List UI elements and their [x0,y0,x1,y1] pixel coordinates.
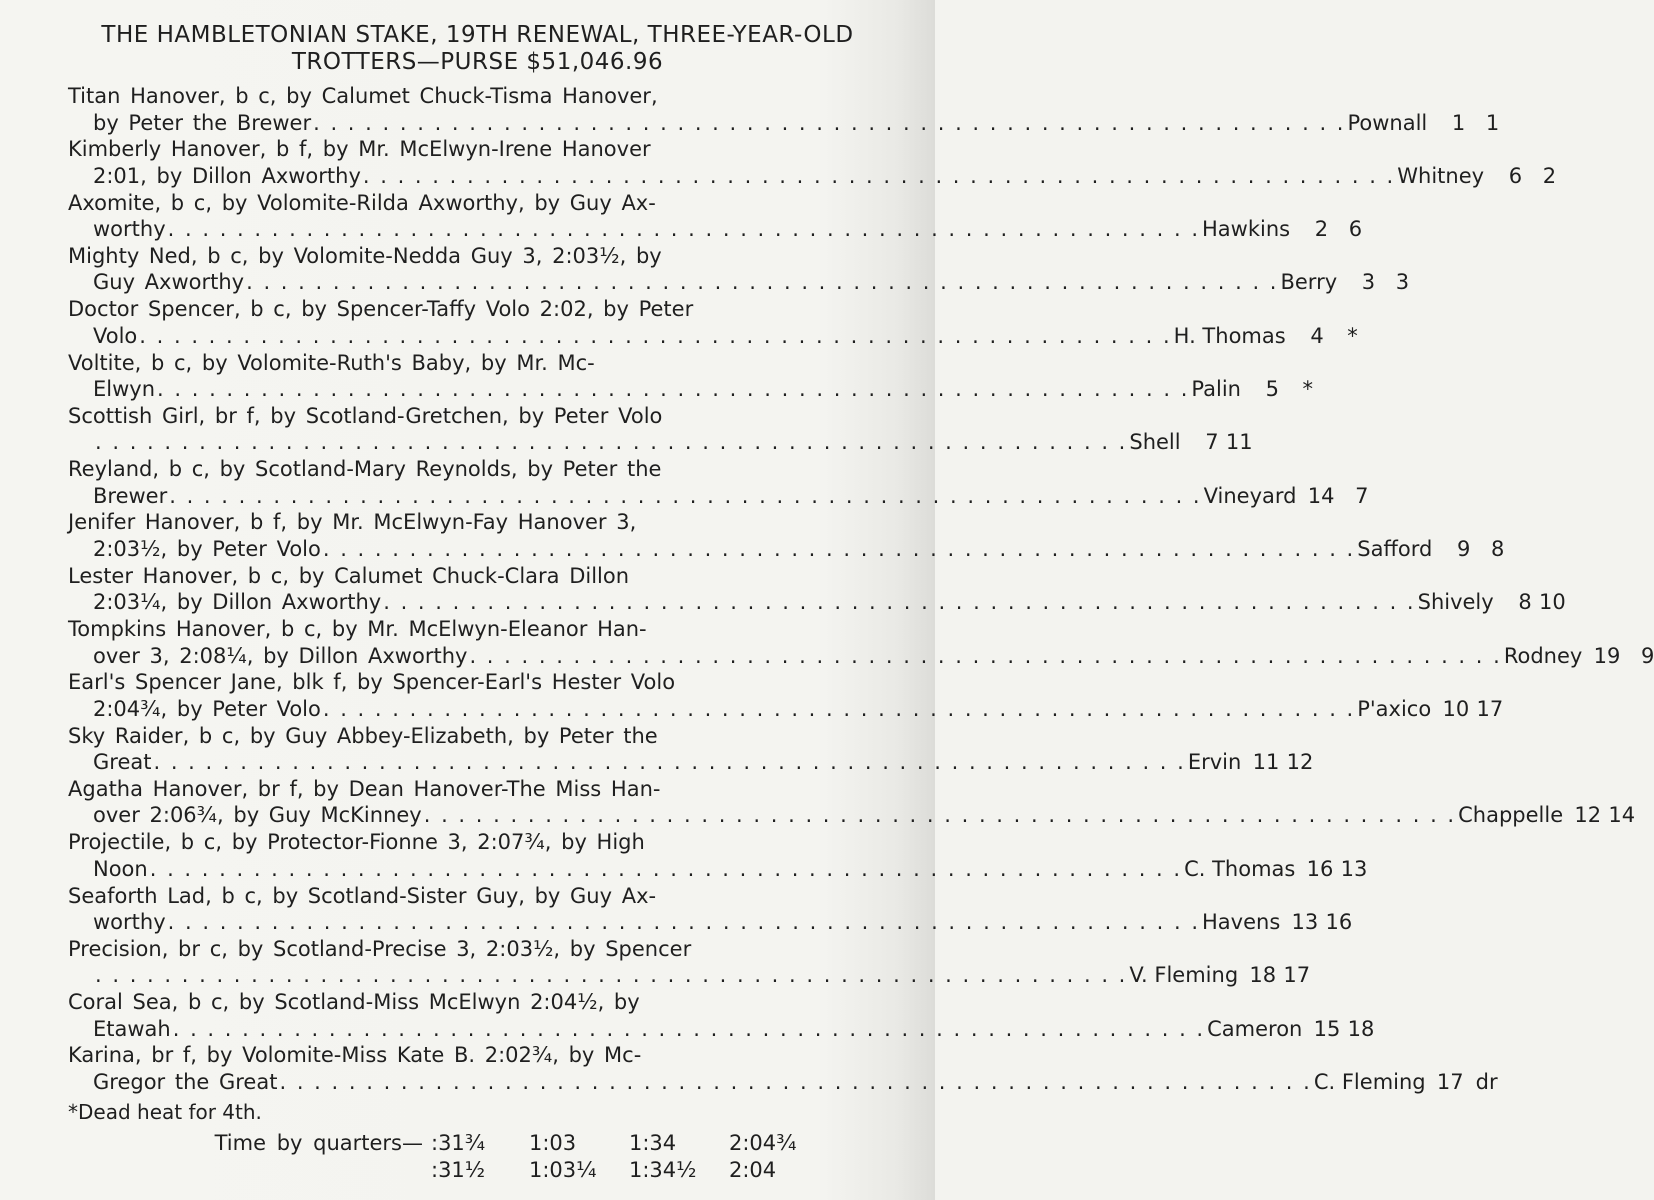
horse-pedigree-line: Projectile, b c, by Protector-Fionne 3, 2:07¾, by High [68,830,645,855]
result-entry [68,989,1375,1042]
result-detail-line [68,376,1313,403]
horse-pedigree-line: Earl's Spencer Jane, blk f, by Spencer-Earl's Hester Volo [68,670,676,695]
pedigree-continuation: 2:03½, by Peter Volo [93,536,321,561]
dot-leader: . . . . . . . . . . . . . . . . . . . . . . . . . . . . . . . . . . . . . . . . . . . . . . . . . . . . . . . . . . . . [423,803,1457,828]
heat-2-finish: 3 [1395,270,1410,295]
horse-pedigree-line: Lester Hanover, b c, by Calumet Chuck-Clara Dillon [68,563,630,588]
heat-2-finish: 18 [1347,1016,1375,1041]
heat-2-finish: 7 [1355,483,1369,508]
driver-name: Chappelle [1458,803,1564,828]
pedigree-continuation: 2:03¼, by Dillon Axworthy [93,590,382,615]
horse-pedigree-line: Reyland, b c, by Scotland-Mary Reynolds, by Peter the [68,457,662,482]
result-entry [68,350,1313,403]
pedigree-continuation: worthy [93,217,166,242]
driver-name: Safford [1357,536,1433,561]
result-detail-line [68,163,1557,190]
driver-name: Havens [1202,910,1281,934]
dot-leader: . . . . . . . . . . . . . . . . . . . . . . . . . . . . . . . . . . . . . . . . . . . . . . . . . . . . . . . . . . . . [167,910,1201,934]
horse-pedigree-line: Jenifer Hanover, b f, by Mr. McElwyn-Fay Hanover 3, [68,510,637,535]
result-entry [68,509,1505,562]
horse-pedigree-line: Coral Sea, b c, by Scotland-Miss McElwyn 2:04½, by [68,990,640,1015]
result-entry [68,723,1314,776]
driver-name: Vineyard [1203,483,1297,508]
result-entry [68,136,1557,189]
pedigree-continuation: Great [93,750,152,775]
heat-1-finish: 6 [1508,163,1523,188]
driver-name: Rodney [1503,643,1583,668]
result-detail-line [68,429,1253,456]
pedigree-continuation: Brewer [93,483,168,508]
horse-pedigree-line: Seaforth Lad, b c, by Scotland-Sister Guy, by Guy Ax- [68,883,657,908]
driver-name: Berry [1280,270,1338,295]
dot-leader: . . . . . . . . . . . . . . . . . . . . . . . . . . . . . . . . . . . . . . . . . . . . . . . . . . . . . . . . . . . . [469,643,1502,668]
pedigree-continuation: 2:04¾, by Peter Volo [93,696,321,721]
heat-1-finish: 7 [1205,430,1219,455]
driver-name: Shell [1129,430,1181,455]
heat-2-finish: 16 [1325,910,1353,934]
heat-1-finish: 12 [1574,803,1602,828]
horse-pedigree-line: Axomite, b c, by Volomite-Rilda Axworthy, by Guy Ax- [68,190,656,215]
heat-1-finish: 10 [1442,696,1470,721]
result-detail-line [68,962,1311,989]
dead-heat-footnote: *Dead heat for 4th. [68,1100,262,1124]
dot-leader: . . . . . . . . . . . . . . . . . . . . . . . . . . . . . . . . . . . . . . . . . . . . . . . . . . . . . . . . . . . . [246,270,1279,295]
pedigree-continuation: worthy [93,910,166,934]
driver-name: Ervin [1187,750,1242,775]
quarters-label: Time by quarters— [214,1131,423,1155]
pedigree-continuation: over 3, 2:08¼, by Dillon Axworthy [93,643,468,668]
pedigree-continuation: Etawah [93,1016,171,1041]
result-detail-line [68,856,1368,883]
horse-pedigree-line: Voltite, b c, by Volomite-Ruth's Baby, by Mr. Mc- [68,350,595,375]
horse-pedigree-line: Precision, br c, by Scotland-Precise 3, 2:03½, by Spencer [68,936,692,961]
horse-pedigree-line: Scottish Girl, br f, by Scotland-Gretchen, by Peter Volo [68,403,663,428]
quarter-time: 1:03¼ [529,1158,597,1182]
pedigree-continuation: over 2:06¾, by Guy McKinney [93,803,422,828]
driver-name: Palin [1191,377,1241,401]
dot-leader: . . . . . . . . . . . . . . . . . . . . . . . . . . . . . . . . . . . . . . . . . . . . . . . . . . . . . . . . . . . . [172,1016,1206,1041]
result-detail-line [68,589,1566,616]
race-title-line-1: THE HAMBLETONIAN STAKE, 19TH RENEWAL, THREE-YEAR-OLD [101,22,854,48]
heat-1-finish: 15 [1313,1016,1341,1041]
result-detail-line [68,1069,1498,1096]
result-entry [68,936,1311,989]
horse-pedigree-line: Mighty Ned, b c, by Volomite-Nedda Guy 3, 2:03½, by [68,243,662,268]
result-entry [68,83,1500,136]
result-detail-line [68,643,1654,670]
heat-1-finish: 19 [1593,643,1621,668]
heat-1-finish: 13 [1291,910,1319,934]
result-entry [68,563,1566,616]
pedigree-continuation: Noon [93,856,148,881]
quarter-time: :31½ [431,1158,486,1182]
pedigree-continuation: Gregor the Great [93,1069,278,1094]
result-detail-line [68,483,1369,510]
dot-leader: . . . . . . . . . . . . . . . . . . . . . . . . . . . . . . . . . . . . . . . . . . . . . . . . . . . . . . . . . . . . [169,483,1202,508]
driver-name: Whitney [1397,163,1485,188]
pedigree-continuation: Guy Axworthy [93,270,245,295]
heat-1-finish: 14 [1307,483,1335,508]
horse-pedigree-line: Tompkins Hanover, b c, by Mr. McElwyn-Eleanor Han- [68,617,647,641]
result-entry [68,456,1369,509]
heat-1-finish: 5 [1265,377,1279,401]
heat-1-finish: 4 [1310,323,1324,348]
result-detail-line [68,802,1636,829]
result-detail-line [68,323,1358,350]
driver-name: Pownall [1347,110,1428,135]
heat-2-finish: 14 [1608,803,1636,828]
quarter-time: 2:04 [729,1158,777,1182]
driver-name: C. Thomas [1184,856,1296,881]
result-entry [68,190,1363,243]
heat-1-finish: 11 [1252,750,1280,775]
heat-1-finish: 2 [1314,217,1329,242]
horse-pedigree-line: Kimberly Hanover, b f, by Mr. McElwyn-Irene Hanover [68,137,651,162]
result-entry [68,669,1504,722]
result-entry [68,883,1353,936]
result-entry [68,1042,1498,1095]
horse-pedigree-line: Agatha Hanover, br f, by Dean Hanover-The Miss Han- [68,776,661,801]
dot-leader: . . . . . . . . . . . . . . . . . . . . . . . . . . . . . . . . . . . . . . . . . . . . . . . . . . . . . . . . . . . . [167,217,1201,242]
dot-leader: . . . . . . . . . . . . . . . . . . . . . . . . . . . . . . . . . . . . . . . . . . . . . . . . . . . . . . . . . . . . [362,163,1396,188]
heat-1-finish: 18 [1249,963,1277,988]
heat-1-finish: 8 [1518,590,1532,615]
dot-leader: . . . . . . . . . . . . . . . . . . . . . . . . . . . . . . . . . . . . . . . . . . . . . . . . . . . . . . . . . . . . [322,696,1356,721]
heat-2-finish: 17 [1476,696,1504,721]
dot-leader: . . . . . . . . . . . . . . . . . . . . . . . . . . . . . . . . . . . . . . . . . . . . . . . . . . . . . . . . . . . . [157,377,1190,401]
dot-leader: . . . . . . . . . . . . . . . . . . . . . . . . . . . . . . . . . . . . . . . . . . . . . . . . . . . . . . . . . . . . [95,430,1128,455]
heat-2-finish: * [1347,323,1358,348]
pedigree-continuation: Elwyn [93,377,156,401]
heat-1-finish: 16 [1306,856,1334,881]
quarter-time: :31¾ [431,1131,486,1155]
heat-2-finish: 17 [1283,963,1311,988]
heat-1-finish: 1 [1451,110,1466,135]
dot-leader: . . . . . . . . . . . . . . . . . . . . . . . . . . . . . . . . . . . . . . . . . . . . . . . . . . . . . . . . . . . . [383,590,1416,615]
dot-leader: . . . . . . . . . . . . . . . . . . . . . . . . . . . . . . . . . . . . . . . . . . . . . . . . . . . . . . . . . . . . [153,750,1186,775]
result-detail-line [68,536,1505,563]
driver-name: V. Fleming [1129,963,1239,988]
heat-2-finish: 13 [1340,856,1368,881]
heat-2-finish: dr [1475,1069,1498,1094]
driver-name: Shively [1417,590,1494,615]
quarter-time: 1:34½ [629,1158,697,1182]
horse-pedigree-line: Karina, br f, by Volomite-Miss Kate B. 2:02¾, by Mc- [68,1043,642,1068]
result-detail-line [68,696,1504,723]
heat-2-finish: 2 [1542,163,1557,188]
result-detail-line [68,749,1314,776]
driver-name: C. Fleming [1313,1069,1426,1094]
result-entry [68,243,1410,296]
heat-2-finish: 9 [1640,643,1654,668]
dot-leader: . . . . . . . . . . . . . . . . . . . . . . . . . . . . . . . . . . . . . . . . . . . . . . . . . . . . . . . . . . . . [149,856,1183,881]
heat-2-finish: 8 [1490,536,1505,561]
quarter-time: 2:04¾ [729,1131,797,1155]
dot-leader: . . . . . . . . . . . . . . . . . . . . . . . . . . . . . . . . . . . . . . . . . . . . . . . . . . . . . . . . . . . . [279,1069,1312,1094]
driver-name: H. Thomas [1173,323,1286,348]
result-entry [68,776,1636,829]
result-detail-line [68,269,1410,296]
race-title-line-2: TROTTERS—PURSE $51,046.96 [291,49,664,75]
driver-name: Hawkins [1202,217,1291,242]
pedigree-continuation: Volo [93,323,138,348]
quarters-row-heat-1 [183,1131,829,1155]
quarters-row-heat-2 [183,1158,829,1182]
heat-2-finish: 10 [1538,590,1566,615]
dot-leader: . . . . . . . . . . . . . . . . . . . . . . . . . . . . . . . . . . . . . . . . . . . . . . . . . . . . . . . . . . . . [95,963,1128,988]
heat-2-finish: 6 [1348,217,1363,242]
horse-pedigree-line: Sky Raider, b c, by Guy Abbey-Elizabeth, by Peter the [68,723,658,748]
dot-leader: . . . . . . . . . . . . . . . . . . . . . . . . . . . . . . . . . . . . . . . . . . . . . . . . . . . . . . . . . . . . [313,110,1346,135]
heat-2-finish: 11 [1225,430,1253,455]
driver-name: Cameron [1207,1016,1303,1041]
result-detail-line [68,216,1363,243]
horse-pedigree-line: Doctor Spencer, b c, by Spencer-Taffy Volo 2:02, by Peter [68,297,694,322]
quarter-time: 1:03 [529,1131,577,1155]
pedigree-continuation: 2:01, by Dillon Axworthy [93,163,361,188]
driver-name: P'axico [1357,696,1432,721]
heat-2-finish: 12 [1286,750,1314,775]
horse-pedigree-line: Titan Hanover, b c, by Calumet Chuck-Tisma Hanover, [68,84,658,108]
result-entry [68,829,1368,882]
result-detail-line [68,909,1353,936]
heat-2-finish: * [1302,377,1313,401]
pedigree-continuation: by Peter the Brewer [93,110,312,135]
result-detail-line [68,110,1500,137]
heat-1-finish: 3 [1361,270,1376,295]
dot-leader: . . . . . . . . . . . . . . . . . . . . . . . . . . . . . . . . . . . . . . . . . . . . . . . . . . . . . . . . . . . . [322,536,1356,561]
result-entry [68,296,1358,349]
heat-2-finish: 1 [1485,110,1500,135]
heat-1-finish: 17 [1436,1069,1464,1094]
result-entry [68,403,1253,456]
quarter-time: 1:34 [629,1131,677,1155]
result-detail-line [68,1016,1375,1043]
heat-1-finish: 9 [1456,536,1471,561]
dot-leader: . . . . . . . . . . . . . . . . . . . . . . . . . . . . . . . . . . . . . . . . . . . . . . . . . . . . . . . . . . . . [139,323,1172,348]
result-entry [68,616,1654,669]
